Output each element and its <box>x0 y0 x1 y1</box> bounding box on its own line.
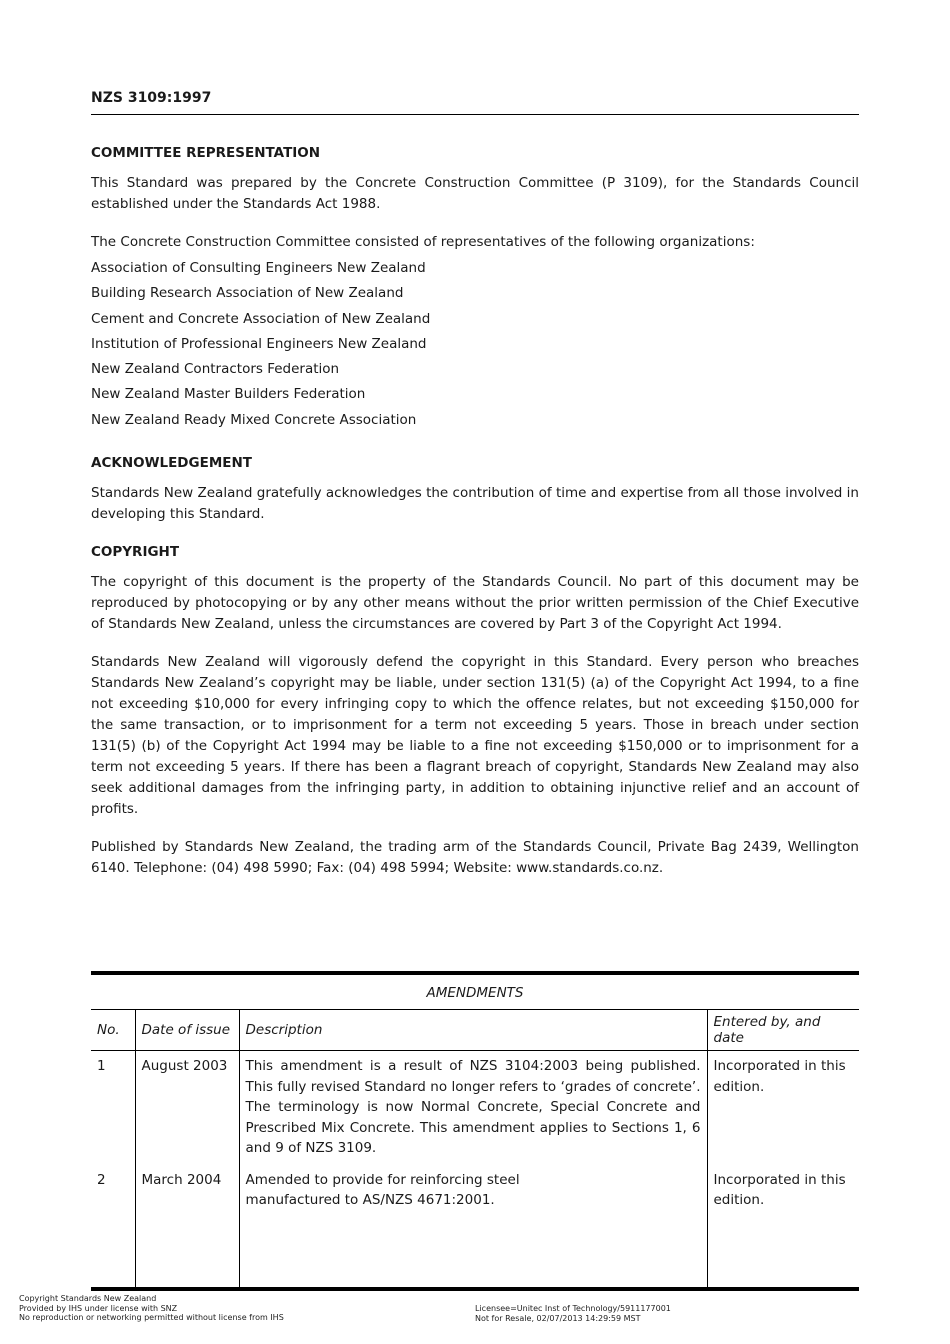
list-item: Association of Consulting Engineers New Zealand <box>91 260 426 276</box>
table-row <box>91 1051 859 1165</box>
copyright-paragraph-2: Standards New Zealand will vigorously defend the copyright in this Standard. Every person who breaches Standards New Zealand’s copyright may be liable, under section 131(5) (a) of the Copyright Act 1994, to a fine not exceeding $10,000 for every infringing copy to which the offence relates, but not exceeding $150,000 for the same transaction, or to imprisonment for a term not exceeding 5 years. Those in breach under section 131(5) (b) of the Copyright Act 1994 may be liable to a fine not exceeding $150,000 or to imprisonment for a term not exceeding 5 years. If there has been a flagrant breach of copyright, Standards New Zealand may also seek additional damages from the infringing party, in addition to obtaining injunctive relief and an account of profits. <box>91 654 859 818</box>
publisher-paragraph: Published by Standards New Zealand, the trading arm of the Standards Council, Private Bag 2439, Wellington 6140. Telephone: (04) 498 5990; Fax: (04) 498 5994; Website: www.standards.co.nz. <box>91 839 859 877</box>
amendment-date: August 2003 <box>135 1051 239 1165</box>
amendments-section <box>91 971 859 1291</box>
footer-line: Provided by IHS under license with SNZ <box>19 1303 178 1313</box>
acknowledgement-text: Standards New Zealand gratefully acknowledges the contribution of time and expertise from all those involved in developing this Standard. <box>91 485 859 523</box>
column-header-description: Description <box>239 1010 707 1051</box>
amendment-date: March 2004 <box>135 1165 239 1289</box>
footer-line: Copyright Standards New Zealand <box>19 1294 157 1303</box>
amendment-description: This amendment is a result of NZS 3104:2003 being published. This fully revised Standard no longer refers to ‘grades of concrete’. The terminology is now Normal Concrete, Special Concrete and Prescribed Mix Concrete. This amendment applies to Sections 1, 6 and 9 of NZS 3109. <box>239 1051 707 1165</box>
footer-license-left <box>19 1294 284 1323</box>
amendment-entered: Incorporated in this edition. <box>707 1165 859 1289</box>
document-body <box>91 143 859 896</box>
acknowledgement-heading: ACKNOWLEDGEMENT <box>91 455 252 472</box>
list-item: New Zealand Master Builders Federation <box>91 386 366 403</box>
amendment-no: 2 <box>91 1165 135 1289</box>
amendments-table <box>91 971 859 1291</box>
column-header-no: No. <box>91 1010 135 1051</box>
list-item: New Zealand Ready Mixed Concrete Association <box>91 411 417 428</box>
list-item: Cement and Concrete Association of New Zealand <box>91 310 431 327</box>
document-id: NZS 3109:1997 <box>91 90 212 106</box>
amendment-description: Amended to provide for reinforcing steel manufactured to AS/NZS 4671:2001. <box>239 1165 707 1289</box>
committee-lead: The Concrete Construction Committee consisted of representatives of the following organizations: <box>91 234 755 250</box>
column-header-date: Date of issue <box>135 1010 239 1051</box>
amendment-entered: Incorporated in this edition. <box>707 1051 859 1165</box>
footer-line: No reproduction or networking permitted without license from IHS <box>19 1313 284 1322</box>
copyright-paragraph-1: The copyright of this document is the property of the Standards Council. No part of this document may be reproduced by photocopying or by any other means without the prior written permission of the Chief Executive of Standards New Zealand, unless the circumstances are covered by Part 3 of the Copyright Act 1994. <box>91 574 859 633</box>
amendment-no: 1 <box>97 1058 106 1074</box>
committee-intro: This Standard was prepared by the Concrete Construction Committee (P 3109), for the Standards Council established under the Standards Act 1988. <box>91 175 859 212</box>
list-item: Building Research Association of New Zealand <box>91 285 404 302</box>
amendments-title: AMENDMENTS <box>91 973 859 1010</box>
footer-line: Licensee=Unitec Inst of Technology/5911177001 <box>475 1304 671 1313</box>
footer-line: Not for Resale, 02/07/2013 14:29:59 MST <box>475 1313 641 1323</box>
column-header-entered: Entered by, and date <box>707 1010 859 1051</box>
header-rule <box>91 114 859 115</box>
list-item: New Zealand Contractors Federation <box>91 361 340 378</box>
organization-list <box>91 256 859 433</box>
list-item: Institution of Professional Engineers New Zealand <box>91 335 427 352</box>
table-row <box>91 1165 859 1289</box>
committee-heading: COMMITTEE REPRESENTATION <box>91 145 321 161</box>
footer-license-right <box>475 1304 671 1323</box>
copyright-heading: COPYRIGHT <box>91 544 180 561</box>
